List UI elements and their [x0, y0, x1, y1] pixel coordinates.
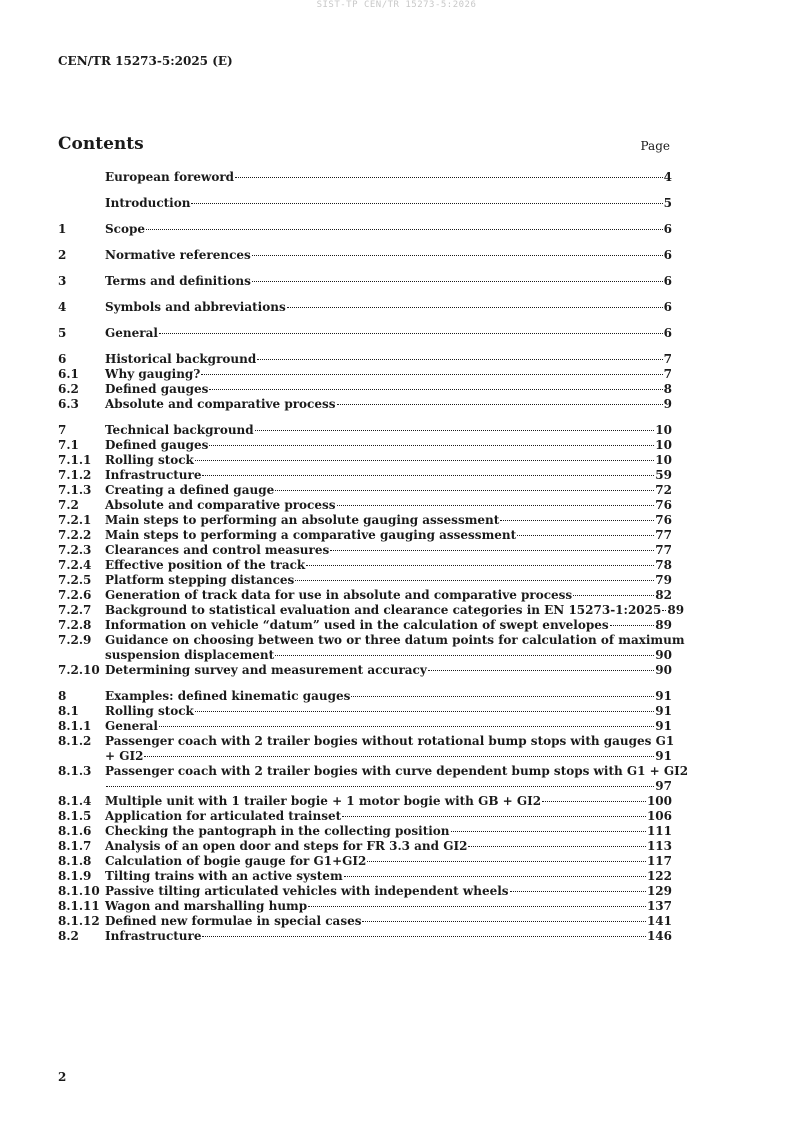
toc-entry-title: Information on vehicle “datum” used in the calculation of swept envelopes: [105, 618, 609, 632]
toc-entry-page: 91: [655, 749, 672, 763]
toc-entry[interactable]: [58, 423, 672, 438]
toc-entry-title: Background to statistical evaluation and clearance categories in EN 15273-1:2025: [105, 603, 662, 617]
dot-leader: [351, 696, 654, 697]
toc-entry[interactable]: [58, 438, 672, 453]
dot-leader: [428, 670, 654, 671]
document-identifier: CEN/TR 15273-5:2025 (E): [58, 54, 233, 68]
toc-entry[interactable]: [58, 618, 672, 633]
toc-entry[interactable]: [58, 397, 672, 412]
page-column-label: Page: [640, 139, 670, 153]
toc-entry-title: Analysis of an open door and steps for FR 3.3 and GI2: [105, 839, 468, 853]
toc-entry-page: 7: [663, 352, 672, 366]
page-number: 2: [58, 1070, 67, 1084]
toc-entry-title: Examples: defined kinematic gauges: [105, 689, 351, 703]
toc-entry-page: 106: [646, 809, 672, 823]
toc-entry[interactable]: [58, 300, 672, 315]
toc-entry-number: 7.1.2: [58, 468, 92, 482]
toc-entry-number: 8.1.6: [58, 824, 92, 838]
dot-leader: [517, 535, 654, 536]
toc-entry[interactable]: [58, 734, 675, 764]
toc-entry-title: Platform stepping distances: [105, 573, 295, 587]
toc-entry-title-continued: + GI2: [105, 749, 144, 763]
toc-entry-title: Clearances and control measures: [105, 543, 330, 557]
toc-entry-page: 97: [655, 779, 672, 793]
toc-entry-number: 7.2.8: [58, 618, 92, 632]
dot-leader: [451, 831, 646, 832]
toc-entry-number: 6.1: [58, 367, 79, 381]
toc-entry-number: 8.1.4: [58, 794, 92, 808]
dot-leader: [106, 786, 654, 787]
toc-entry-number: 8.1.7: [58, 839, 92, 853]
toc-entry[interactable]: [58, 513, 672, 528]
toc-entry[interactable]: [58, 704, 672, 719]
toc-entry-number: 5: [58, 326, 67, 340]
toc-entry-title: Generation of track data for use in absolute and comparative process: [105, 588, 573, 602]
dot-leader: [159, 726, 654, 727]
toc-entry-number: 7.2.4: [58, 558, 92, 572]
toc-entry-page: 6: [663, 248, 672, 262]
toc-entry-number: 7.2.2: [58, 528, 92, 542]
toc-entry-title: General: [105, 719, 158, 733]
table-of-contents: [58, 170, 689, 944]
dot-leader: [362, 921, 645, 922]
toc-entry-page: 9: [663, 397, 672, 411]
toc-entry-page: 59: [655, 468, 672, 482]
toc-entry[interactable]: [58, 274, 672, 289]
toc-entry[interactable]: [58, 367, 672, 382]
toc-entry-title: Application for articulated trainset: [105, 809, 342, 823]
toc-entry[interactable]: [58, 794, 672, 809]
toc-entry-title: Historical background: [105, 352, 257, 366]
toc-entry-page: 113: [646, 839, 672, 853]
toc-entry-title: Defined gauges: [105, 382, 209, 396]
toc-entry-page: 90: [655, 648, 672, 662]
toc-entry-title: Terms and definitions: [105, 274, 251, 288]
toc-entry-number: 8.1.9: [58, 869, 92, 883]
toc-entry[interactable]: [58, 914, 672, 929]
toc-entry-number: 7.2.1: [58, 513, 92, 527]
dot-leader: [610, 625, 655, 626]
toc-entry-title-continued: suspension displacement: [105, 648, 275, 662]
toc-entry-title: Rolling stock: [105, 453, 194, 467]
toc-entry[interactable]: [58, 663, 672, 678]
toc-entry-number: 7.2.7: [58, 603, 92, 617]
toc-entry[interactable]: [58, 929, 672, 944]
dot-leader: [252, 281, 663, 282]
toc-entry-page: 146: [646, 929, 672, 943]
toc-entry-title: General: [105, 326, 158, 340]
toc-entry-page: 4: [663, 170, 672, 184]
toc-entry-page: 100: [646, 794, 672, 808]
toc-entry-page: 5: [663, 196, 672, 210]
toc-entry-number: 1: [58, 222, 67, 236]
dot-leader: [191, 203, 662, 204]
toc-entry-number: 8.1.1: [58, 719, 92, 733]
toc-entry-number: 8.1.12: [58, 914, 100, 928]
toc-entry-number: 6: [58, 352, 67, 366]
dot-leader: [468, 846, 646, 847]
toc-entry-page: 6: [663, 274, 672, 288]
toc-entry[interactable]: [58, 382, 672, 397]
toc-entry-number: 6.3: [58, 397, 79, 411]
dot-leader: [500, 520, 654, 521]
toc-entry-page: 77: [655, 528, 672, 542]
toc-entry[interactable]: [58, 453, 672, 468]
toc-entry-page: 129: [646, 884, 672, 898]
toc-entry[interactable]: [58, 326, 672, 341]
toc-entry-page: 10: [655, 423, 672, 437]
toc-entry-title: Wagon and marshalling hump: [105, 899, 308, 913]
toc-entry-title: Main steps to performing an absolute gauging assessment: [105, 513, 500, 527]
toc-entry[interactable]: [58, 869, 672, 884]
toc-entry-title: Absolute and comparative process: [105, 397, 336, 411]
toc-entry-number: 7: [58, 423, 67, 437]
toc-entry-page: 111: [646, 824, 672, 838]
dot-leader: [146, 229, 663, 230]
toc-entry-page: 6: [663, 222, 672, 236]
toc-entry[interactable]: [58, 854, 672, 869]
toc-entry-page: 89: [655, 618, 672, 632]
toc-entry-number: 7.2.9: [58, 633, 92, 647]
toc-entry-title: Calculation of bogie gauge for G1+GI2: [105, 854, 367, 868]
toc-entry[interactable]: [58, 899, 672, 914]
dot-leader: [542, 801, 646, 802]
dot-leader: [257, 359, 662, 360]
toc-entry-title: Passenger coach with 2 trailer bogies with curve dependent bump stops with G1 + GI2: [105, 764, 689, 778]
toc-entry[interactable]: [58, 603, 685, 618]
toc-entry-page: 8: [663, 382, 672, 396]
toc-entry-number: 7.1: [58, 438, 79, 452]
toc-entry-page: 6: [663, 326, 672, 340]
toc-entry[interactable]: [58, 884, 672, 899]
toc-entry-page: 91: [655, 704, 672, 718]
toc-entry-page: 141: [646, 914, 672, 928]
toc-entry-title: European foreword: [105, 170, 235, 184]
dot-leader: [573, 595, 654, 596]
toc-entry-title: Passive tilting articulated vehicles with independent wheels: [105, 884, 509, 898]
toc-entry[interactable]: [58, 764, 689, 794]
toc-entry-title: Creating a defined gauge: [105, 483, 275, 497]
toc-entry-number: 8: [58, 689, 67, 703]
toc-entry-page: 72: [655, 483, 672, 497]
dot-leader: [367, 861, 646, 862]
toc-entry-number: 8.1: [58, 704, 79, 718]
dot-leader: [306, 565, 654, 566]
toc-entry-title: Scope: [105, 222, 146, 236]
dot-leader: [308, 906, 646, 907]
toc-entry-title: Infrastructure: [105, 929, 202, 943]
toc-entry-title: Guidance on choosing between two or three datum points for calculation of maximum: [105, 633, 685, 647]
dot-leader: [159, 333, 663, 334]
toc-entry-number: 8.1.11: [58, 899, 100, 913]
toc-entry-title: Symbols and abbreviations: [105, 300, 286, 314]
dot-leader: [202, 475, 654, 476]
toc-entry[interactable]: [58, 588, 672, 603]
dot-leader: [144, 756, 654, 757]
toc-entry-page: 7: [663, 367, 672, 381]
toc-entry-title: Introduction: [105, 196, 191, 210]
toc-entry-number: 6.2: [58, 382, 79, 396]
toc-entry[interactable]: [58, 824, 672, 839]
toc-entry-title: Determining survey and measurement accuracy: [105, 663, 427, 677]
toc-entry[interactable]: [58, 248, 672, 263]
dot-leader: [337, 505, 655, 506]
toc-entry-number: 7.2.5: [58, 573, 92, 587]
toc-entry-number: 8.1.8: [58, 854, 92, 868]
toc-entry-page: 6: [663, 300, 672, 314]
dot-leader: [337, 404, 663, 405]
toc-entry-number: 4: [58, 300, 67, 314]
toc-entry[interactable]: [58, 483, 672, 498]
toc-entry-page: 76: [655, 498, 672, 512]
toc-entry[interactable]: [58, 543, 672, 558]
toc-entry-number: 7.2.3: [58, 543, 92, 557]
toc-entry[interactable]: [58, 222, 672, 237]
toc-entry-title: Effective position of the track: [105, 558, 306, 572]
toc-entry-number: 8.1.3: [58, 764, 92, 778]
toc-entry[interactable]: [58, 689, 672, 704]
toc-entry-page: 89: [667, 603, 685, 617]
toc-entry-number: 7.1.1: [58, 453, 92, 467]
toc-entry-page: 117: [646, 854, 672, 868]
toc-entry-page: 76: [655, 513, 672, 527]
toc-entry-title: Normative references: [105, 248, 251, 262]
dot-leader: [287, 307, 663, 308]
toc-entry-page: 90: [655, 663, 672, 677]
toc-entry[interactable]: [58, 558, 672, 573]
toc-entry-title: Defined new formulae in special cases: [105, 914, 362, 928]
toc-entry-title: Technical background: [105, 423, 254, 437]
toc-entry[interactable]: [58, 719, 672, 734]
dot-leader: [255, 430, 655, 431]
dot-leader: [275, 655, 654, 656]
dot-leader: [662, 610, 666, 611]
toc-entry-title: Tilting trains with an active system: [105, 869, 343, 883]
toc-entry-page: 122: [646, 869, 672, 883]
toc-entry-number: 8.1.2: [58, 734, 92, 748]
toc-entry-title: Absolute and comparative process: [105, 498, 336, 512]
dot-leader: [330, 550, 654, 551]
toc-entry-page: 79: [655, 573, 672, 587]
dot-leader: [342, 816, 646, 817]
toc-entry-page: 77: [655, 543, 672, 557]
toc-entry-page: 137: [646, 899, 672, 913]
dot-leader: [195, 460, 654, 461]
toc-entry-page: 10: [655, 453, 672, 467]
dot-leader: [295, 580, 654, 581]
toc-entry-number: 8.2: [58, 929, 79, 943]
toc-entry[interactable]: [58, 468, 672, 483]
toc-entry-title: Infrastructure: [105, 468, 202, 482]
toc-entry-number: 2: [58, 248, 67, 262]
toc-entry[interactable]: [58, 170, 672, 185]
toc-entry-page: 91: [655, 689, 672, 703]
toc-entry-title: Passenger coach with 2 trailer bogies without rotational bump stops with gauges G1: [105, 734, 675, 748]
dot-leader: [209, 389, 662, 390]
toc-entry-page: 82: [655, 588, 672, 602]
toc-entry[interactable]: [58, 573, 672, 588]
dot-leader: [235, 177, 663, 178]
toc-entry-number: 8.1.5: [58, 809, 92, 823]
dot-leader: [275, 490, 654, 491]
toc-entry-number: 7.2.6: [58, 588, 92, 602]
toc-entry-number: 3: [58, 274, 67, 288]
toc-entry[interactable]: [58, 839, 672, 854]
dot-leader: [201, 374, 662, 375]
toc-entry-number: 8.1.10: [58, 884, 100, 898]
dot-leader: [344, 876, 646, 877]
toc-entry[interactable]: [58, 498, 672, 513]
toc-entry-number: 7.2.10: [58, 663, 100, 677]
toc-entry-page: 78: [655, 558, 672, 572]
toc-entry-title: Rolling stock: [105, 704, 194, 718]
dot-leader: [202, 936, 645, 937]
toc-entry[interactable]: [58, 809, 672, 824]
toc-entry[interactable]: [58, 352, 672, 367]
dot-leader: [209, 445, 654, 446]
toc-entry-title: Why gauging?: [105, 367, 201, 381]
toc-entry[interactable]: [58, 633, 685, 663]
toc-entry-title: Main steps to performing a comparative gauging assessment: [105, 528, 517, 542]
dot-leader: [510, 891, 646, 892]
toc-entry-number: 7.2: [58, 498, 79, 512]
toc-entry[interactable]: [58, 528, 672, 543]
toc-entry-title: Defined gauges: [105, 438, 209, 452]
contents-heading: Contents: [58, 134, 144, 154]
toc-entry-page: 10: [655, 438, 672, 452]
dot-leader: [252, 255, 663, 256]
toc-entry[interactable]: [58, 196, 672, 211]
toc-entry-page: 91: [655, 719, 672, 733]
toc-entry-title: Checking the pantograph in the collecting position: [105, 824, 450, 838]
toc-entry-number: 7.1.3: [58, 483, 92, 497]
dot-leader: [195, 711, 654, 712]
toc-entry-title: Multiple unit with 1 trailer bogie + 1 motor bogie with GB + GI2: [105, 794, 542, 808]
watermark: SIST-TP CEN/TR 15273-5:2026: [316, 0, 477, 10]
